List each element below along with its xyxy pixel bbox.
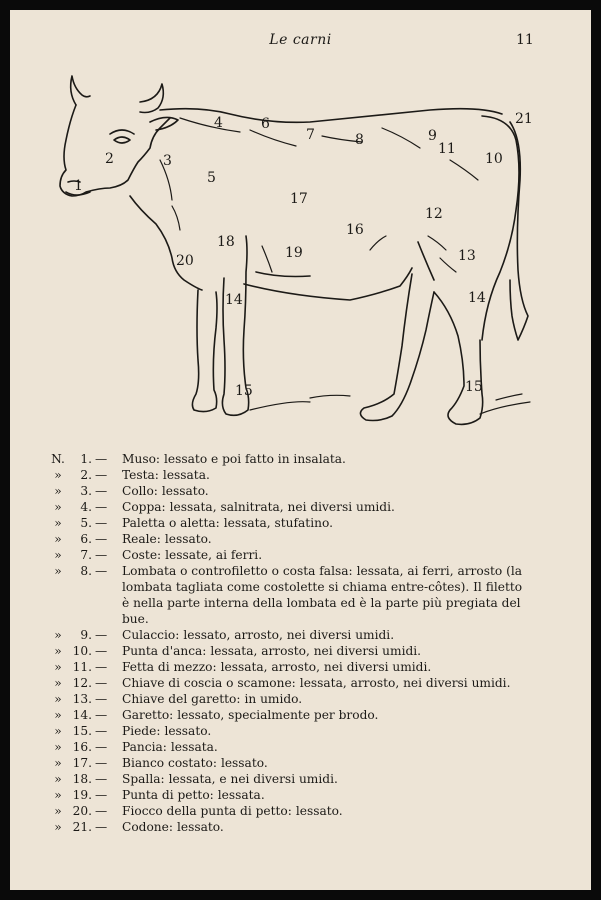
rump-line [482, 116, 519, 340]
legend-text [122, 467, 527, 483]
legend-row [10, 531, 591, 547]
legend-text [122, 531, 527, 547]
book-page [10, 10, 591, 890]
legend-marker: » [54, 660, 62, 674]
legend-marker: » [54, 500, 62, 514]
legend-text [122, 451, 527, 467]
legend-dash: — [95, 756, 108, 770]
legend-number: 15. [72, 724, 92, 738]
legend-row [10, 499, 591, 515]
legend-row [10, 819, 591, 835]
diagram-label-10: 10 [485, 151, 503, 167]
legend-dash: — [95, 548, 108, 562]
diagram-label-17: 17 [290, 191, 308, 207]
legend-number: 21. [72, 820, 92, 834]
legend-number: 14. [72, 708, 92, 722]
cut-name: Garetto: [122, 708, 174, 722]
legend-text [122, 803, 527, 819]
cut-name: Lombata o controfiletto o costa falsa: [122, 564, 353, 578]
cut-uses: lessato. [220, 756, 268, 770]
legend-row [10, 739, 591, 755]
legend-text [122, 787, 527, 803]
belly-line [244, 268, 412, 300]
legend-marker: » [54, 756, 62, 770]
legend-dash: — [95, 692, 108, 706]
legend-number: 12. [72, 676, 92, 690]
legend-number: 9. [80, 628, 92, 642]
legend-number: 5. [80, 516, 92, 530]
cut-uses: lessato. [176, 820, 224, 834]
legend-marker: » [54, 516, 62, 530]
hind-leg-right [434, 292, 483, 424]
legend-dash: — [95, 644, 108, 658]
cut-uses: lessata, arrosto, nei diversi umidi. [220, 660, 432, 674]
legend-number: 7. [80, 548, 92, 562]
legend-marker: » [54, 468, 62, 482]
legend-marker: » [54, 532, 62, 546]
legend-number: 20. [72, 804, 92, 818]
legend-text [122, 643, 527, 659]
legend-row [10, 627, 591, 643]
legend-text [122, 691, 527, 707]
legend-row [10, 803, 591, 819]
legend-row [10, 547, 591, 563]
cut-name: Spalla: [122, 772, 165, 786]
cut-uses: lessato, arrosto, nei diversi umidi. [183, 628, 395, 642]
legend-number: 18. [72, 772, 92, 786]
legend-text [122, 627, 527, 643]
legend-text [122, 483, 527, 499]
legend-number: 19. [72, 788, 92, 802]
diagram-label-20: 20 [176, 253, 194, 269]
legend-dash: — [95, 740, 108, 754]
legend-dash: — [95, 564, 108, 578]
legend-row [10, 691, 591, 707]
legend-text [122, 563, 527, 627]
legend-marker: » [54, 676, 62, 690]
dewlap-line [130, 196, 202, 290]
legend-text [122, 707, 527, 723]
cut-name: Chiave del garetto: [122, 692, 241, 706]
cut-name: Punta d'anca: [122, 644, 207, 658]
horn-left-drawing [71, 76, 90, 105]
cut-name: Codone: [122, 820, 173, 834]
legend-row [10, 787, 591, 803]
legend-dash: — [95, 660, 108, 674]
diagram-label-2: 2 [105, 151, 114, 167]
cut-uses: lessato. [295, 804, 343, 818]
cut-uses: lessata, arrosto, nei diversi umidi. [299, 676, 511, 690]
legend-marker: » [54, 484, 62, 498]
diagram-label-13: 13 [458, 248, 476, 264]
cut-uses: lessato, specialmente per brodo. [177, 708, 379, 722]
legend-number: 8. [80, 564, 92, 578]
cut-uses: lessata, ai ferri, arrosto (la lombata tagliata come costolette si chiama entre-côtes). Il filetto è nella parte interna della lombata ed è la parte più pregiata del bue. [122, 564, 523, 626]
page-number: 11 [516, 32, 534, 48]
cut-name: Reale: [122, 532, 161, 546]
cut-name: Fetta di mezzo: [122, 660, 217, 674]
legend-marker: » [54, 628, 62, 642]
legend-number: 16. [72, 740, 92, 754]
cut-uses: lessato. [164, 724, 212, 738]
legend-marker: » [54, 772, 62, 786]
legend-marker: » [54, 820, 62, 834]
diagram-label-18: 18 [217, 234, 235, 250]
cut-uses: lessata. [217, 788, 265, 802]
legend-row [10, 659, 591, 675]
eye-drawing [114, 137, 130, 143]
cut-name: Pancia: [122, 740, 167, 754]
legend-text [122, 739, 527, 755]
cut-name: Paletta o aletta: [122, 516, 220, 530]
diagram-label-3: 3 [163, 153, 172, 169]
legend-row [10, 467, 591, 483]
legend-marker: » [54, 692, 62, 706]
legend-number: 4. [80, 500, 92, 514]
legend-text [122, 771, 527, 787]
diagram-label-12: 12 [425, 206, 443, 222]
diagram-label-4: 4 [214, 115, 223, 131]
cut-name: Piede: [122, 724, 161, 738]
cut-uses: lessato. [161, 484, 209, 498]
page-header-title: Le carni [269, 32, 332, 48]
legend-number: 11. [72, 660, 92, 674]
hind-leg-left [360, 274, 434, 421]
legend-marker: » [54, 644, 62, 658]
diagram-label-14: 14 [225, 292, 243, 308]
legend-marker: » [54, 708, 62, 722]
diagram-label-11: 11 [438, 141, 456, 157]
legend-dash: — [95, 468, 108, 482]
legend-dash: — [95, 516, 108, 530]
cut-uses: in umido. [244, 692, 303, 706]
cut-name: Testa: [122, 468, 159, 482]
diagram-label-16: 16 [346, 222, 364, 238]
legend-row [10, 563, 591, 627]
horn-right-drawing [140, 84, 163, 113]
diagram-label-7: 7 [306, 127, 315, 143]
legend-number: 10. [72, 644, 92, 658]
legend-dash: — [95, 820, 108, 834]
diagram-label-8: 8 [355, 132, 364, 148]
legend-row [10, 483, 591, 499]
diagram-label-9: 9 [428, 128, 437, 144]
diagram-label-15: 15 [235, 383, 253, 399]
cut-name: Bianco costato: [122, 756, 217, 770]
cut-name: Punta di petto: [122, 788, 214, 802]
back-line [160, 109, 502, 123]
legend-dash: — [95, 708, 108, 722]
legend-dash: — [95, 676, 108, 690]
legend-number: 13. [72, 692, 92, 706]
diagram-label-19: 19 [285, 245, 303, 261]
legend-dash: — [95, 772, 108, 786]
legend-row [10, 675, 591, 691]
cut-uses: lessata. [162, 468, 210, 482]
cut-uses: lessata, stufatino. [223, 516, 333, 530]
diagram-label-21: 21 [515, 111, 533, 127]
legend-row [10, 771, 591, 787]
legend-number: 17. [72, 756, 92, 770]
cut-name: Coste: [122, 548, 162, 562]
legend-text [122, 755, 527, 771]
cut-name: Fiocco della punta di petto: [122, 804, 292, 818]
front-leg-left [192, 290, 217, 412]
legend-row [10, 723, 591, 739]
legend-dash: — [95, 724, 108, 738]
legend-number: 1. [80, 452, 92, 466]
diagram-label-14: 14 [468, 290, 486, 306]
legend-row [10, 755, 591, 771]
legend-text [122, 723, 527, 739]
legend-dash: — [95, 500, 108, 514]
legend-row [10, 707, 591, 723]
cut-uses: lessate, ai ferri. [165, 548, 263, 562]
diagram-label-5: 5 [207, 170, 216, 186]
cut-uses: lessata, arrosto, nei diversi umidi. [210, 644, 422, 658]
cut-name: Culaccio: [122, 628, 180, 642]
cut-uses: lessata, salnitrata, nei diversi umidi. [169, 500, 395, 514]
legend-number: 3. [80, 484, 92, 498]
legend-marker: » [54, 724, 62, 738]
legend-dash: — [95, 804, 108, 818]
cut-uses: lessato. [164, 532, 212, 546]
legend-number: 2. [80, 468, 92, 482]
cuts-legend [10, 451, 591, 835]
ox-cuts-diagram [10, 10, 591, 435]
cut-uses: lessata, e nei diversi umidi. [168, 772, 338, 786]
diagram-label-15: 15 [465, 379, 483, 395]
legend-row [10, 643, 591, 659]
legend-marker: » [54, 804, 62, 818]
cut-name: Muso: [122, 452, 161, 466]
cut-name: Collo: [122, 484, 158, 498]
legend-dash: — [95, 452, 108, 466]
legend-row [10, 515, 591, 531]
legend-text [122, 547, 527, 563]
legend-dash: — [95, 532, 108, 546]
legend-number: 6. [80, 532, 92, 546]
diagram-label-1: 1 [74, 178, 83, 194]
legend-text [122, 499, 527, 515]
legend-marker: N. [51, 452, 65, 466]
cut-uses: lessato e poi fatto in insalata. [164, 452, 346, 466]
legend-dash: — [95, 628, 108, 642]
legend-text [122, 819, 527, 835]
legend-marker: » [54, 548, 62, 562]
legend-text [122, 675, 527, 691]
legend-dash: — [95, 788, 108, 802]
legend-marker: » [54, 788, 62, 802]
cut-name: Coppa: [122, 500, 166, 514]
legend-text [122, 515, 527, 531]
legend-row [10, 451, 591, 467]
legend-marker: » [54, 740, 62, 754]
diagram-label-6: 6 [261, 116, 270, 132]
cut-uses: lessata. [170, 740, 218, 754]
legend-dash: — [95, 484, 108, 498]
cut-name: Chiave di coscia o scamone: [122, 676, 296, 690]
legend-marker: » [54, 564, 62, 578]
legend-text [122, 659, 527, 675]
